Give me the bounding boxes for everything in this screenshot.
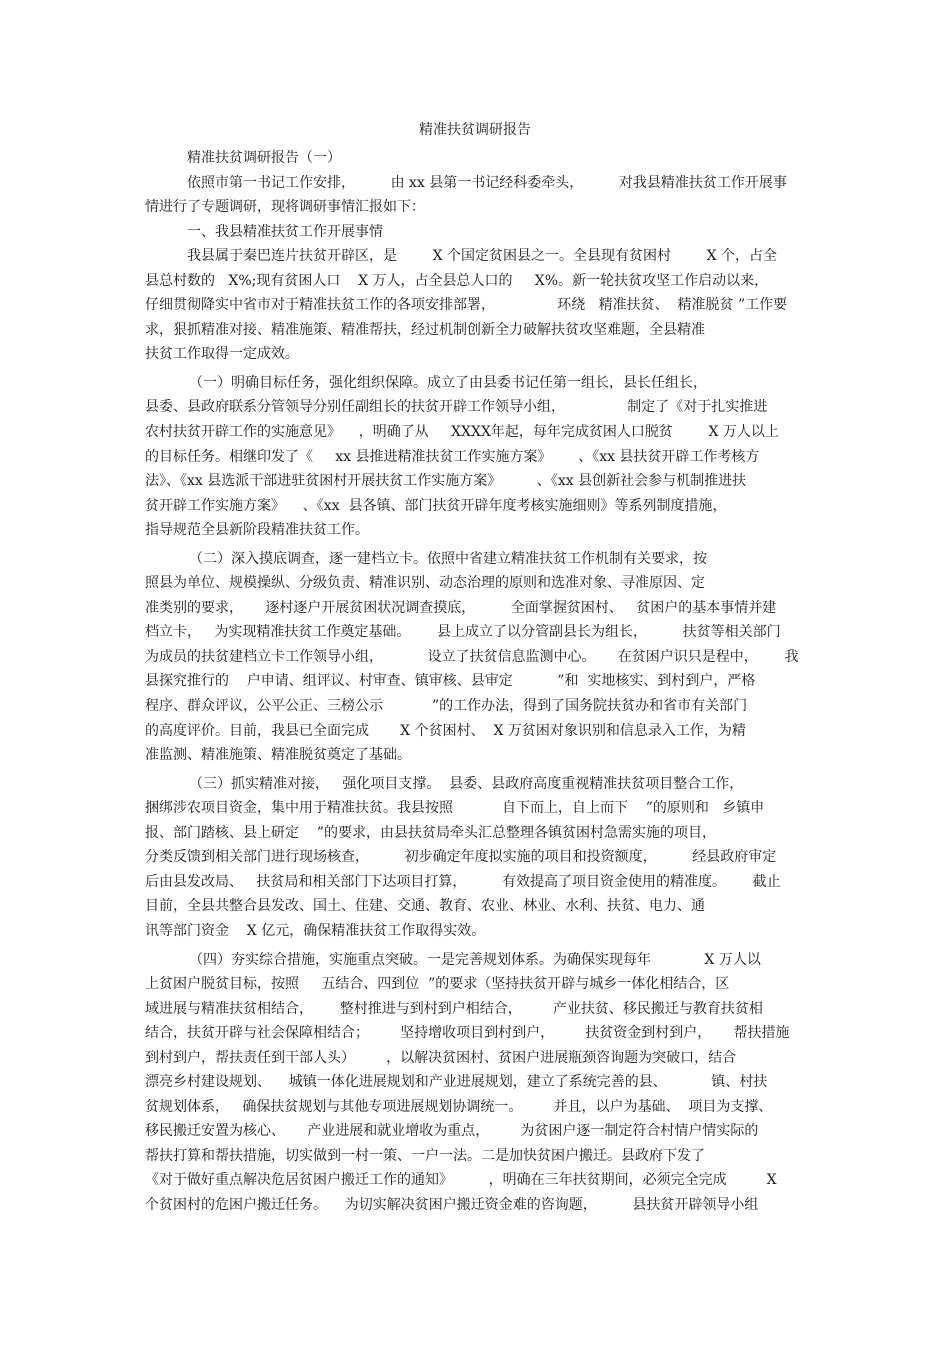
paragraph-line: 准类别的要求， 逐村逐户开展贫困状况调查摸底， 全面掌握贫困村、 贫困户的基本事情并建 xyxy=(145,599,777,616)
paragraph-line: 报、部门踏核、县上研定 ”的要求，由县扶贫局牵头汇总整理各镇贫困村急需实施的项目， xyxy=(145,824,716,841)
paragraph-line: 漂亮乡村建设规划、 城镇一体化进展规划和产业进展规划，建立了系统完善的县、 镇、村扶 xyxy=(145,1074,768,1091)
paragraph-line: （二）深入摸底调查，逐一建档立卡。依照中省建立精准扶贫工作机制有关要求，按 xyxy=(189,550,707,567)
paragraph-line: 县委、县政府联系分管领导分别任副组长的扶贫开辟工作领导小组， 制定了《对于扎实推进 xyxy=(145,399,768,416)
section-heading: 一、我县精准扶贫工作开展事情 xyxy=(187,223,383,240)
paragraph-line: 上贫困户脱贫目标，按照 五结合、四到位 ”的要求（坚持扶贫开辟与城乡一体化相结合，区 xyxy=(145,976,730,993)
paragraph-line: 后由县发改局、 扶贫局和相关部门下达项目打算， 有效提高了项目资金使用的精准度。 截止 xyxy=(145,873,781,890)
paragraph-line: 仔细贯彻降实中省市对于精准扶贫工作的各项安排部署， 环绕 精准扶贫、 精准脱贫 ”工作要 xyxy=(145,297,788,314)
paragraph-line: 我县属于秦巴连片扶贫开辟区，是 X 个国定贫困县之一。全县现有贫困村 X 个，占全 xyxy=(187,248,778,265)
paragraph-line: 个贫困村的危困户搬迁任务。 为切实解决贫困户搬迁资金难的咨询题， 县扶贫开辟领导小组 xyxy=(145,1196,759,1213)
paragraph-line: 移民搬迁安置为核心、 产业进展和就业增收为重点， 为贫困户逐一制定符合村情户情实际的 xyxy=(145,1123,759,1140)
paragraph-line: 情进行了专题调研，现将调研事情汇报如下： xyxy=(145,199,425,216)
paragraph-line: （四）夯实综合措施，实施重点突破。一是完善规划体系。为确保实现每年 X 万人以 xyxy=(189,951,761,968)
paragraph-line: 法》、《xx 县选派干部进驻贫困村开展扶贫工作实施方案》 、《xx 县创新社会参与机制推进扶 xyxy=(145,473,747,490)
paragraph-line: 程序、群众评议，公平公正、三榜公示 ”的工作办法，得到了国务院扶贫办和省市有关部门 xyxy=(145,698,748,715)
paragraph-line: 依照市第一书记工作安排， 由 xx 县第一书记经科委牵头， 对我县精准扶贫工作开展事 xyxy=(187,174,787,191)
paragraph-line: 到村到户，帮扶责任到干部人头） ，以解决贫困村、贫困户进展瓶颈咨询题为突破口，结合 xyxy=(145,1049,737,1066)
paragraph-line: 《对于做好重点解决危居贫困户搬迁工作的通知》 ，明确在三年扶贫期间，必须完全完成 X xyxy=(145,1172,777,1189)
paragraph-line: 结合，扶贫开辟与社会保障相结合； 坚持增收项目到村到户， 扶贫资金到村到户， 帮扶措施 xyxy=(145,1025,790,1042)
paragraph-line: 准监测、精准施策、精准脱贫奠定了基础。 xyxy=(145,747,411,764)
paragraph-line: 县总村数的 X%;现有贫困人口 X 万人，占全县总人口的 X%。新一轮扶贫攻坚工作启动以来， xyxy=(145,272,769,289)
paragraph-line: 为成员的扶贫建档立卡工作领导小组， 设立了扶贫信息监测中心。 在贫困户识只是程中， 我 xyxy=(145,648,799,665)
paragraph-line: 农村扶贫开辟工作的实施意见》 ，明确了从 XXXX年起，每年完成贫困人口脱贫 X 万人以上 xyxy=(145,424,779,441)
paragraph-line: 求，狠抓精准对接、精准施策、精准帮扶，经过机制创新全力破解扶贫攻坚难题，全县精准 xyxy=(145,321,705,338)
paragraph-line: 捆绑涉农项目资金，集中用于精准扶贫。我县按照 自下而上，自上而下 ”的原则和 乡镇申 xyxy=(145,800,765,817)
paragraph-line: 的目标任务。相继印发了《 xx 县推进精准扶贫工作实施方案》 、《xx 县扶贫开辟工作考核方 xyxy=(145,448,760,465)
paragraph-line: 贫开辟工作实施方案》 、《xx 县各镇、部门扶贫开辟年度考核实施细则》等系列制度措施， xyxy=(145,497,727,514)
paragraph-line: 的高度评价。目前，我县已全面完成 X 个贫困村、 X 万贫困对象识别和信息录入工作，为精 xyxy=(145,722,746,739)
paragraph-line: 档立卡， 为实现精准扶贫工作奠定基础。 县上成立了以分管副县长为组长， 扶贫等相关部门 xyxy=(145,624,781,641)
paragraph-line: （一）明确目标任务，强化组织保障。成立了由县委书记任第一组长，县长任组长， xyxy=(189,374,707,391)
paragraph-line: 扶贫工作取得一定成效。 xyxy=(145,346,299,363)
paragraph-line: 照县为单位、规模操纵、分级负责、精准识别、动态治理的原则和选准对象、寻准原因、定 xyxy=(145,575,705,592)
document-body xyxy=(145,146,810,1218)
paragraph-line: （三）抓实精准对接， 强化项目支撑。 县委、县政府高度重视精准扶贫项目整合工作， xyxy=(189,775,744,792)
paragraph-line: 分类反馈到相关部门进行现场核查， 初步确定年度拟实施的项目和投资额度， 经县政府审定 xyxy=(145,849,777,866)
paragraph-line: 贫规划体系， 确保扶贫规划与其他专项进展规划协调统一。 并且，以户为基础、 项目为支撑、 xyxy=(145,1098,773,1115)
paragraph-line: 目前，全县共整合县发改、国土、住建、交通、教育、农业、林业、水利、扶贫、电力、通 xyxy=(145,898,705,915)
paragraph-line: 讯等部门资金 X 亿元，确保精准扶贫工作取得实效。 xyxy=(145,922,486,939)
subtitle: 精准扶贫调研报告（一） xyxy=(187,150,341,166)
document-title: 精准扶贫调研报告 xyxy=(419,122,531,138)
paragraph-line: 指导规范全县新阶段精准扶贫工作。 xyxy=(145,522,369,539)
paragraph-line: 域进展与精准扶贫相结合， 整村推进与到村到户相结合， 产业扶贫、移民搬迁与教育扶贫相 xyxy=(145,1000,763,1017)
paragraph-line: 县探究推行的 户申请、组评议、村审查、镇审核、县审定 ”和 实地核实、到村到户，严格 xyxy=(145,673,756,690)
paragraph-line: 帮扶打算和帮扶措施，切实做到一村一策、一户一法。二是加快贫困户搬迁。县政府下发了 xyxy=(145,1147,705,1164)
